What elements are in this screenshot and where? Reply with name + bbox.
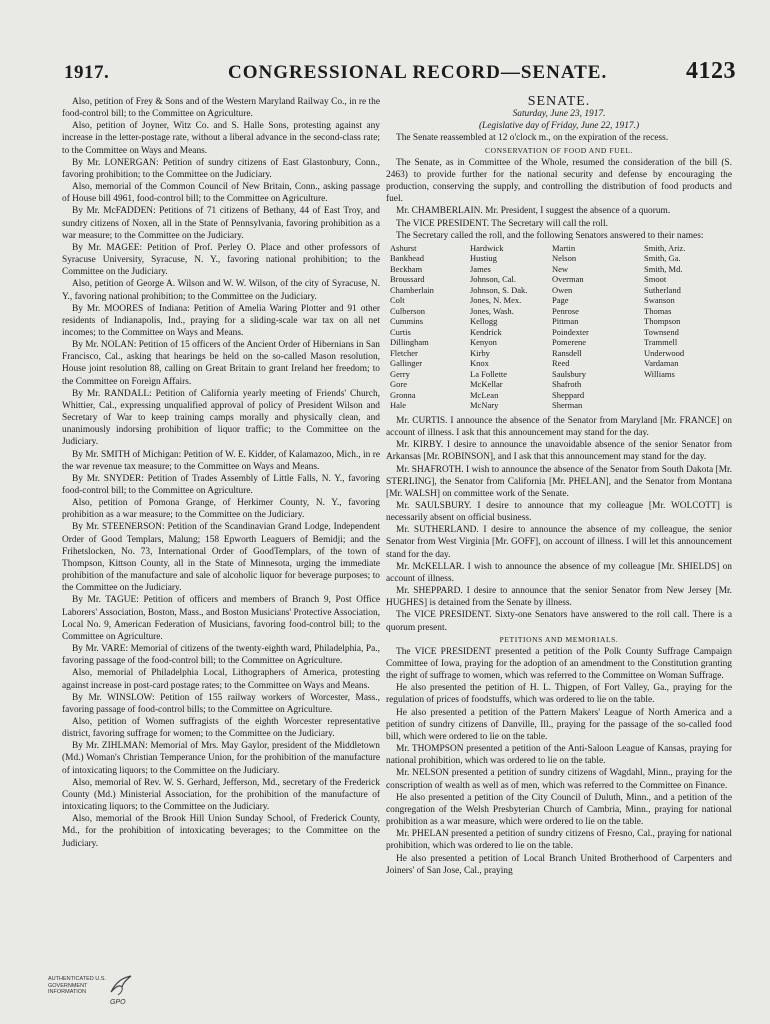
header-year: 1917. xyxy=(64,62,110,83)
roll-call-column xyxy=(390,243,470,411)
announcement-paragraph: The VICE PRESIDENT. Sixty-one Senators have answered to the roll call. There is a quorum present. xyxy=(386,610,732,633)
senator-name: Sherman xyxy=(552,400,583,411)
senator-name: Nelson xyxy=(552,253,577,264)
senator-name: Johnson, S. Dak. xyxy=(470,284,528,295)
senator-name: Pittman xyxy=(552,316,579,327)
senator-name: Sheppard xyxy=(552,389,585,400)
senator-name: Reed xyxy=(552,358,570,369)
senator-name: Chamberlain xyxy=(390,284,434,295)
proceedings-paragraph: Mr. CHAMBERLAIN. Mr. President, I suggest the absence of a quorum. xyxy=(396,206,671,217)
petition-paragraph: Mr. PHELAN presented a petition of sundry citizens of Fresno, Cal., praying for national prohibition, which was ordered to lie on the table. xyxy=(386,829,732,852)
senator-name: Gerry xyxy=(390,368,410,379)
announcement-paragraph: Mr. SHAFROTH. I wish to announce the absence of the Senator from South Dakota [Mr. STERLING], the Senator from California [Mr. PHELAN], and the Senator from Montana [Mr. WALSH] on committee work of the Senate. xyxy=(386,464,732,499)
petition-paragraph: By Mr. NOLAN: Petition of 15 officers of the Ancient Order of Hibernians in San Francisco, Cal., asking that hearings be held on the so-called Mason resolution, House joint resolution 88, calling on Great Britain to grant Ireland her freedom; to the Committee on Foreign Affairs. xyxy=(62,340,380,387)
senator-name: Smith, Ariz. xyxy=(644,242,686,253)
roll-call-column xyxy=(552,243,644,411)
petition-paragraph: Mr. THOMPSON presented a petition of the Anti-Saloon League of Kansas, praying for national prohibition, which was ordered to lie on the table. xyxy=(386,744,732,767)
senator-name: Hustiug xyxy=(470,253,497,264)
petition-paragraph: Also, petition of Women suffragists of the eighth Worcester representative district, favoring suffrage for women; to the Committee on the Judiciary. xyxy=(62,716,380,740)
senator-name: Pomerene xyxy=(552,337,586,348)
left-column xyxy=(62,96,380,996)
senator-name: Williams xyxy=(644,368,675,379)
petition-paragraph: The VICE PRESIDENT presented a petition of the Polk County Suffrage Campaign Committee of Iowa, praying for the adoption of an amendment to the Constitution granting the right of suffrage to women, which was referred to the Committee on Woman Suffrage. xyxy=(386,646,732,682)
proceedings-paragraph: The VICE PRESIDENT. The Secretary will call the roll. xyxy=(396,218,608,229)
right-column xyxy=(386,96,732,996)
senator-name: Hardwick xyxy=(470,242,504,253)
food-fuel-paragraphs xyxy=(386,157,732,242)
subhead-petitions: PETITIONS AND MEMORIALS. xyxy=(499,634,619,644)
senator-name: Underwood xyxy=(644,347,685,358)
petition-paragraph: By Mr. SMITH of Michigan: Petition of W. E. Kidder, of Kalamazoo, Mich., in re the war revenue tax measure; to the Committee on Ways and Means. xyxy=(62,449,380,472)
senator-name: Saulsbury xyxy=(552,368,586,379)
session-date: Saturday, June 23, 1917. xyxy=(512,109,606,120)
petition-paragraph: By Mr. WINSLOW: Petition of 155 railway workers of Worcester, Mass., favoring passage of food-control bills; to the Committee on Agriculture. xyxy=(62,692,380,715)
roll-call-column xyxy=(470,243,552,411)
senator-name: Smith, Ga. xyxy=(644,253,681,264)
senator-name: Kenyon xyxy=(470,337,497,348)
senator-name: Culberson xyxy=(390,305,425,316)
petition-paragraph: He also presented a petition of the Pattern Makers' League of North America and a petition of sundry citizens of Danville, Ill., praying for the passage of the so-called food bill, which were ordered to lie on the table. xyxy=(386,707,732,742)
senator-name: Bankhead xyxy=(390,253,424,264)
senator-name: Broussard xyxy=(390,274,425,285)
header-page-number: 4123 xyxy=(686,58,736,84)
petition-paragraphs xyxy=(386,646,732,877)
senator-name: Cummins xyxy=(390,316,424,327)
announcement-paragraph: Mr. SAULSBURY. I desire to announce that my colleague [Mr. WOLCOTT] is necessarily absent on official business. xyxy=(386,500,732,524)
senator-name: Owen xyxy=(552,284,573,295)
petition-paragraph: Also, memorial of the Brook Hill Union Sunday School, of Frederick County, Md., for the prohibition of intoxicating beverages; to the Committee on the Judiciary. xyxy=(62,814,380,849)
petition-paragraph: By Mr. MAGEE: Petition of Prof. Perley O. Place and other professors of Syracuse University, Syracuse, N. Y., favoring national prohibition; to the Committee on the Judiciary. xyxy=(62,242,380,278)
announcement-paragraph: Mr. SHEPPARD. I desire to announce that the senior Senator from New Jersey [Mr. HUGHES] is detained from the Senate by illness. xyxy=(386,586,732,609)
senator-name: La Follette xyxy=(470,368,508,379)
petition-paragraph: Also, memorial of Philadelphia Local, Lithographers of America, protesting against increase in post-card postage rates; to the Committee on Ways and Means. xyxy=(62,668,380,691)
senator-name: Thompson xyxy=(644,316,681,327)
senate-heading: SENATE. xyxy=(527,96,591,109)
petition-paragraph: By Mr. ZIHLMAN: Memorial of Mrs. May Gaylor, president of the Middletown (Md.) Woman's Christian Temperance Union, for the prohibition of the manufacture of intoxicating liquors; to the Committee on the Judiciary. xyxy=(62,741,380,776)
senator-name: Martin xyxy=(552,242,576,253)
senator-name: Gronna xyxy=(390,389,416,400)
reassembled-paragraph: The Senate reassembled at 12 o'clock m., on the expiration of the recess. xyxy=(396,133,669,144)
senator-name: Swanson xyxy=(644,295,675,306)
announcement-paragraph: Mr. SUTHERLAND. I desire to announce the absence of my colleague, the senior Senator from West Virginia [Mr. GOFF], on account of illness. I will let this announcement stand for the day. xyxy=(386,525,732,560)
senator-name: Thomas xyxy=(644,305,672,316)
petition-paragraph: By Mr. RANDALL: Petition of California yearly meeting of Friends' Church, Whittier, Cal., expressing unqualified approval of policy of President Wilson and Secretary of War to keep training camps morally and physically clean, and unanimously indorsing prohibition of liquor traffic; to the Committee on the Judiciary. xyxy=(62,388,380,448)
petition-paragraph: By Mr. STEENERSON: Petition of the Scandinavian Grand Lodge, Independent Order of Good Templars, Malung; 158 Epworth Leaguers of Bemidji; and the Frihetslocken, No. 73, International Order of GoodTemplars, of the town of Thompson, Kittson County, all in the State of Minnesota, urging the immediate prohibition of the manufacture and sale of alcoholic liquor for beverage purposes; to the Committee on the Judiciary. xyxy=(62,522,380,594)
senator-name: Jones, Wash. xyxy=(470,305,514,316)
petition-paragraph: He also presented a petition of Local Branch United Brotherhood of Carpenters and Joiners' of San Jose, Cal., praying xyxy=(386,853,732,876)
petition-paragraph: Also, memorial of the Common Council of New Britain, Conn., asking passage of House bill 4961, food-control bill; to the Committee on Agriculture. xyxy=(62,182,380,205)
petition-paragraph: Also, petition of Pomona Grange, of Herkimer County, N. Y., favoring prohibition as a war measure; to the Committee on the Judiciary. xyxy=(62,498,380,521)
petition-paragraph: He also presented a petition of the City Council of Duluth, Minn., and a petition of the congregation of the Welsh Presbyterian Church of Cambria, Minn., praying for national prohibition as a war measure, which were ordered to lie on the table. xyxy=(386,792,732,828)
petition-paragraph: Also, memorial of Rev. W. S. Gerhard, Jefferson, Md., secretary of the Frederick County (Md.) Ministerial Association, for the prohibition of the manufacture of intoxicating liquors; to the Committee on the Judiciary. xyxy=(62,777,380,813)
petition-paragraph: By Mr. VARE: Memorial of citizens of the twenty-eighth ward, Philadelphia, Pa., favoring passage of the food-control bill; to the Committee on Agriculture. xyxy=(62,644,380,667)
petition-paragraph: Mr. NELSON presented a petition of sundry citizens of Wagdahl, Minn., praying for the conscription of wealth as well as of men, which was referred to the Committee on Finance. xyxy=(386,768,732,791)
senator-name: Jones, N. Mex. xyxy=(470,295,522,306)
header-title: CONGRESSIONAL RECORD—SENATE. xyxy=(228,62,608,83)
petition-paragraph: By Mr. LONERGAN: Petition of sundry citizens of East Glastonbury, Conn., favoring prohibition; to the Committee on the Judiciary. xyxy=(62,157,380,180)
senator-name: Penrose xyxy=(552,305,579,316)
senator-name: Page xyxy=(552,295,569,306)
senator-name: Vardaman xyxy=(644,358,679,369)
senator-name: Kendrick xyxy=(470,326,502,337)
announcement-paragraph: Mr. CURTIS. I announce the absence of the Senator from Maryland [Mr. FRANCE] on account of illness. I ask that this announcement may stand for the day. xyxy=(386,415,732,439)
senator-name: Colt xyxy=(390,295,405,306)
senator-name: Hale xyxy=(390,400,407,411)
senator-name: Overman xyxy=(552,274,584,285)
senator-name: Poindexter xyxy=(552,326,589,337)
senator-name: McNary xyxy=(470,400,499,411)
senator-name: Gallinger xyxy=(390,358,423,369)
gpo-mark: GPO xyxy=(110,999,126,1006)
petition-paragraph: By Mr. McFADDEN: Petitions of 71 citizens of Bethany, 44 of East Troy, and sundry citizens of Noxen, all in the State of Pennsylvania, favoring prohibition as a war measure; to the Committee on the Judiciary. xyxy=(62,206,380,241)
record-page xyxy=(48,58,736,1003)
senator-name: Shafroth xyxy=(552,379,582,390)
petition-paragraph: By Mr. MOORES of Indiana: Petition of Amelia Waring Plotter and 91 other residents of Indianapolis, Ind., praying for a sliding-scale war tax on all net incomes; to the Committee on Ways and Means. xyxy=(62,303,380,338)
eagle-icon xyxy=(108,972,134,998)
petition-paragraph: Also, petition of George A. Wilson and W. W. Wilson, of the city of Syracuse, N. Y., favoring national prohibition; to the Committee on the Judiciary. xyxy=(62,279,380,302)
announcement-paragraph: Mr. KIRBY. I desire to announce the unavoidable absence of the senior Senator from Arkansas [Mr. ROBINSON], and I ask that this announcement may stand for the day. xyxy=(386,440,732,463)
senator-name: Curtis xyxy=(390,326,411,337)
legislative-day: (Legislative day of Friday, June 22, 1917.) xyxy=(478,121,640,132)
petition-paragraph: Also, petition of Joyner, Witz Co. and S. Halle Sons, protesting against any increase in the letter-postage rate, without a liberal advance in the second-class rate; to the Committee on Ways and Means. xyxy=(62,121,380,156)
petition-paragraph: Also, petition of Frey & Sons and of the Western Maryland Railway Co., in re the food-control bill; to the Committee on Agriculture. xyxy=(62,97,380,120)
petition-paragraph: By Mr. TAGUE: Petition of officers and members of Branch 9, Post Office Laborers' Association, Boston, Mass., and Boston Musicians' Protective Association, Local No. 9, American Federation of Musicians, favoring food-control bill; to the Committee on Agriculture. xyxy=(62,595,380,642)
senator-name: Smoot xyxy=(644,274,667,285)
petition-paragraph: By Mr. SNYDER: Petition of Trades Assembly of Little Falls, N. Y., favoring food-control bill; to the Committee on Agriculture. xyxy=(62,473,380,496)
senator-name: Fletcher xyxy=(390,347,418,358)
roll-call-list xyxy=(390,243,732,411)
senator-name: McLean xyxy=(470,389,499,400)
senator-name: Townsend xyxy=(644,326,679,337)
senator-name: Smith, Md. xyxy=(644,263,683,274)
senator-name: Kirby xyxy=(470,347,490,358)
senator-name: Gore xyxy=(390,379,407,390)
absence-announcements xyxy=(386,415,732,634)
senator-name: New xyxy=(552,263,569,274)
petition-paragraph: He also presented the petition of H. L. Thigpen, of Fort Valley, Ga., praying for the regulation of prices of foodstuffs, which was ordered to lie on the table. xyxy=(386,683,732,706)
gpo-auth-text: AUTHENTICATED U.S. GOVERNMENT INFORMATION xyxy=(48,976,106,995)
gpo-authentication-logo xyxy=(48,970,138,1010)
senator-name: Trammell xyxy=(644,337,678,348)
senator-name: Sutherland xyxy=(644,284,681,295)
senator-name: Beckham xyxy=(390,263,423,274)
proceedings-paragraph: The Senate, as in Committee of the Whole, resumed the consideration of the bill (S. 2463) to provide further for the national security and defense by encouraging the production, conserving the supply, and controlling the distribution of food products and fuel. xyxy=(386,157,732,205)
senator-name: Kellogg xyxy=(470,316,498,327)
announcement-paragraph: Mr. McKELLAR. I wish to announce the absence of my colleague [Mr. SHIELDS] on account of illness. xyxy=(386,561,732,584)
senator-name: Dillingham xyxy=(390,337,429,348)
senator-name: James xyxy=(470,263,491,274)
proceedings-paragraph: The Secretary called the roll, and the following Senators answered to their names: xyxy=(396,230,704,241)
senator-name: Knox xyxy=(470,358,489,369)
senator-name: McKellar xyxy=(470,379,503,390)
senator-name: Ashurst xyxy=(390,242,417,253)
running-header xyxy=(48,58,736,86)
subhead-food-fuel: CONSERVATION OF FOOD AND FUEL. xyxy=(485,145,633,155)
senator-name: Ransdell xyxy=(552,347,582,358)
roll-call-column xyxy=(644,243,732,411)
senator-name: Johnson, Cal. xyxy=(470,274,517,285)
